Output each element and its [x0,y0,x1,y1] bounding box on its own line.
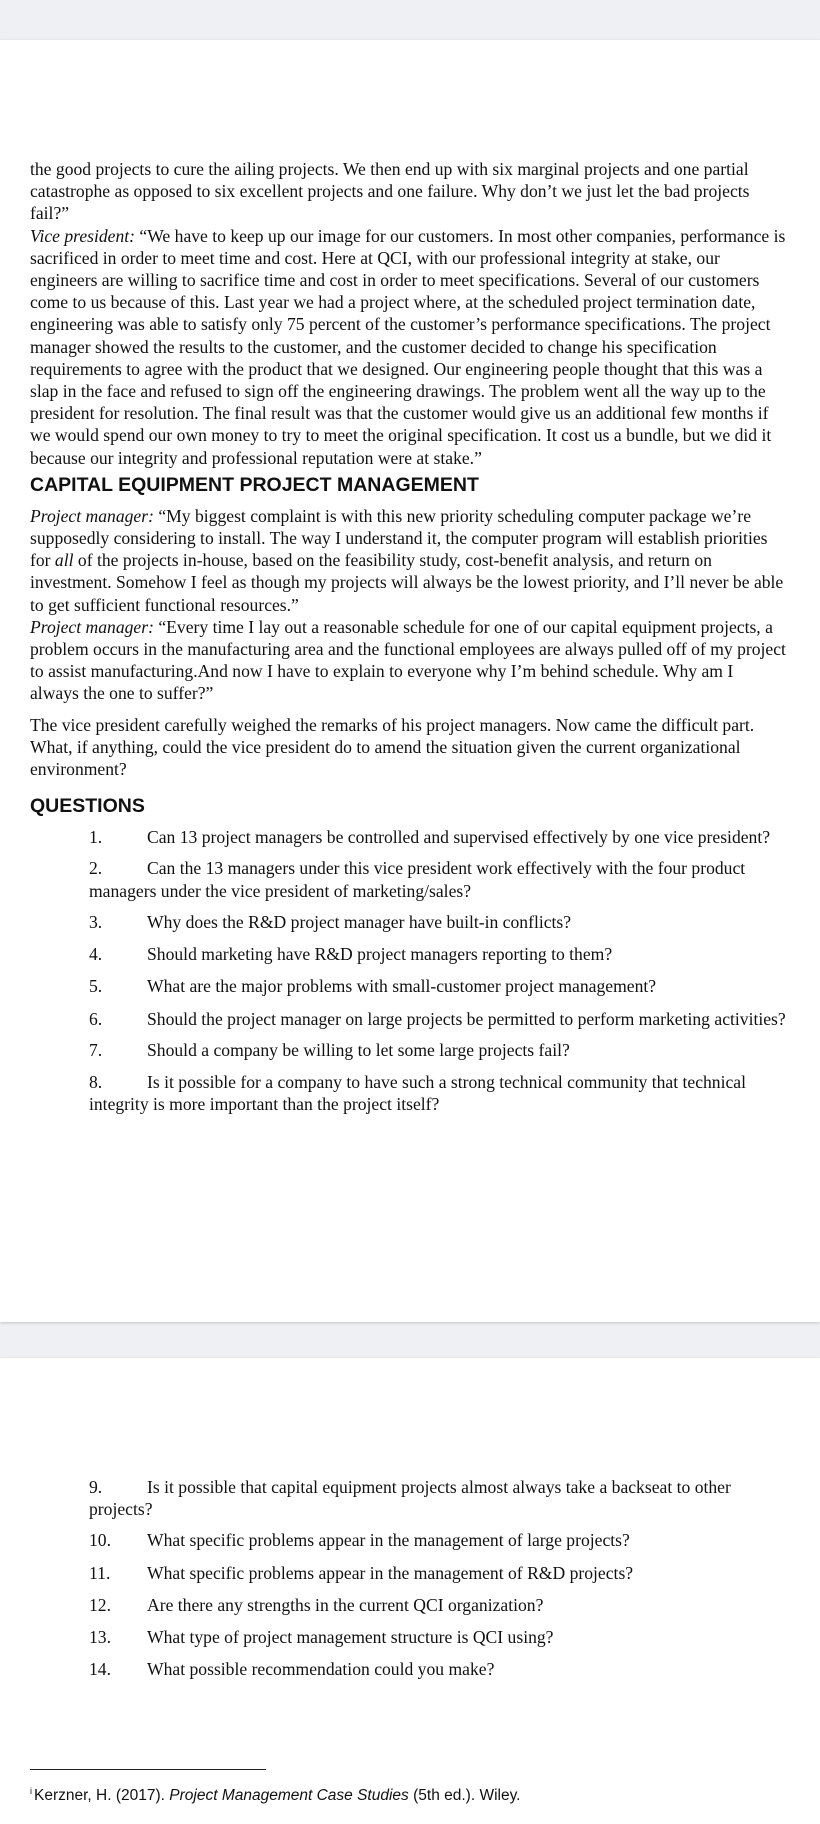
question-item [89,975,786,997]
footnote [30,1786,520,1805]
question-number: 11. [89,1562,111,1583]
question-text: What type of project management structure is QCI using? [147,1627,554,1648]
page-2-content [30,1476,786,1690]
question-item [89,1626,786,1648]
question-item [89,1594,786,1616]
speaker-label-project-manager-1: Project manager: [30,505,154,526]
question-number: 1. [89,827,103,848]
question-text: Is it possible that capital equipment projects almost always take a backseat to other projects? [89,1477,731,1520]
question-item [89,1008,786,1030]
question-text: What specific problems appear in the management of R&D projects? [147,1562,634,1583]
question-number: 5. [89,976,103,997]
question-number: 13. [89,1627,111,1648]
footnote-title: Project Management Case Studies [169,1787,409,1804]
paragraph-project-manager-2 [30,616,786,705]
document-page-1 [0,40,820,1322]
question-number: 2. [89,858,103,879]
question-number: 8. [89,1071,103,1092]
question-number: 7. [89,1039,103,1060]
project-manager-1-quote-b: of the projects in-house, based on the feasibility study, cost-benefit analysis, and return on investment. Somehow I feel as though my projects will always be the lowest priority, and I’ll never be able to get sufficient functional resources.” [30,550,784,615]
question-number: 14. [89,1659,111,1680]
question-item [89,826,786,848]
heading-questions: QUESTIONS [30,795,145,818]
vice-president-quote: “We have to keep up our image for our customers. In most other companies, performance is sacrificed in order to meet time and cost. Here at QCI, with our professional integrity at stake, our engineers are willing to sacrifice time and cost in order to meet specifications. Several of our customers come to us because of this. Last year we had a project where, at the scheduled project termination date, engineering was able to satisfy only 75 percent of the customer’s performance specifications. The project manager showed the results to the customer, and the customer decided to change his specification requirements to agree with the product that we designed. Our engineering people thought that this was a slap in the face and refused to sign off the engineering drawings. The problem went all the way up to the president for resolution. The final result was that the customer would give us an additional few months if we would spend our own money to try to meet the original specification. It cost us a bundle, but we did it because our integrity and professional reputation were at stake.” [30,225,786,468]
question-item [89,1476,786,1520]
question-text: Can 13 project managers be controlled and supervised effectively by one vice president? [147,827,771,848]
footnote-rest: (5th ed.). Wiley. [408,1787,521,1804]
page-1-content [30,158,786,1124]
question-number: 10. [89,1530,111,1551]
question-text: What are the major problems with small-customer project management? [147,976,657,997]
question-text: What possible recommendation could you make? [147,1659,495,1680]
footnote-marker: i [30,1786,32,1796]
question-number: 9. [89,1477,103,1497]
project-manager-1-quote-a: “My biggest complaint is with this new priority scheduling computer package we’re supposedly considering to install. The way I understand it, the computer program will establish priorities for [30,505,768,571]
question-text: Why does the R&D project manager have built-in conflicts? [147,911,572,932]
footnote-author: Kerzner, H. (2017). [34,1787,170,1804]
footnote-divider [30,1769,266,1770]
question-item [89,1529,786,1551]
speaker-label-vice-president: Vice president: [30,225,136,246]
question-item [89,1039,786,1061]
project-manager-2-quote: “Every time I lay out a reasonable schedule for one of our capital equipment projects, a problem occurs in the manufacturing area and the functional employees are always pulled off of my project to assist manufacturing.And now I have to explain to everyone why I’m behind schedule. Why am I always the one to suffer?” [30,616,786,704]
questions-list-page-2 [89,1476,786,1680]
question-item [89,1658,786,1680]
questions-list-page-1 [89,826,786,1115]
question-text: Should marketing have R&D project managers reporting to them? [147,944,613,965]
question-number: 12. [89,1594,111,1615]
question-text: Can the 13 managers under this vice president work effectively with the four product managers under the vice president of marketing/sales? [89,858,746,901]
question-item [89,1071,786,1115]
question-item [89,1562,786,1584]
question-item [89,943,786,965]
document-page-2 [0,1358,820,1824]
question-item [89,911,786,933]
question-text: What specific problems appear in the management of large projects? [147,1530,630,1551]
question-text: Are there any strengths in the current QCI organization? [147,1594,544,1615]
viewer-top-strip [0,0,820,41]
question-item [89,857,786,901]
question-text: Is it possible for a company to have such a strong technical community that technical integrity is more important than the project itself? [89,1071,746,1115]
paragraph-vp-weighed: The vice president carefully weighed the remarks of his project managers. Now came the difficult part. What, if anything, could the vice president do to amend the situation given the current organizational environment? [30,714,755,780]
paragraph-project-manager-1 [30,505,786,616]
question-number: 3. [89,911,103,932]
question-text: Should the project manager on large projects be permitted to perform marketing activities? [147,1008,786,1029]
emphasis-all: all [54,550,74,571]
paragraph-vice-president [30,225,786,469]
paragraph-intro: the good projects to cure the ailing projects. We then end up with six marginal projects and one partial catastrophe as opposed to six excellent projects and one failure. Why don’t we just let the bad projects fail?” [30,159,750,224]
heading-capital-equipment: CAPITAL EQUIPMENT PROJECT MANAGEMENT [30,473,479,496]
question-number: 6. [89,1008,103,1029]
speaker-label-project-manager-2: Project manager: [30,616,154,637]
question-number: 4. [89,944,103,965]
question-text: Should a company be willing to let some large projects fail? [147,1039,570,1060]
